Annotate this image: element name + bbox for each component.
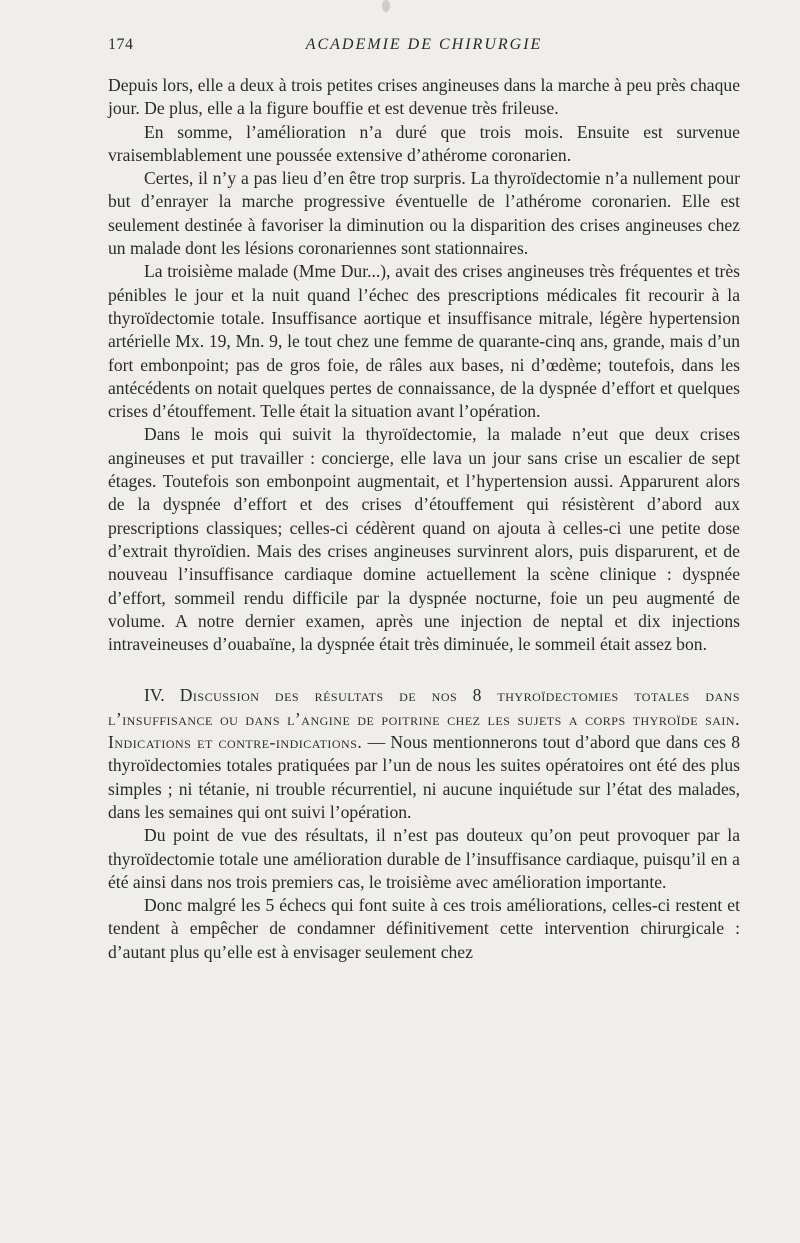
paragraph: Donc malgré les 5 échecs qui font suite à ces trois améliorations, celles-ci restent et tendent à empêcher de condamner définitivement cette intervention chirurgicale : d’autant plus qu’elle est à envisager seulement chez [108,895,740,962]
scan-artifact-dot [382,0,390,12]
paragraph: Certes, il n’y a pas lieu d’en être trop surpris. La thyroïdectomie n’a nullement pour but d’enrayer la marche progressive éventuelle de l’athérome coronarien. Elle est seulement destinée à favoriser la diminution ou la disparition des crises angineuses chez un malade dont les lésions coronariennes sont stationnaires. [108,168,740,259]
page-header [108,36,740,60]
paragraph: En somme, l’amélioration n’a duré que trois mois. Ensuite est survenue vraisemblablement une poussée extensive d’athérome coronarien. [108,121,740,165]
section-number: IV. [144,685,165,706]
body-text [108,74,740,964]
section-text: — Nous mentionnerons tout d’abord que dans ces 8 thyroïdectomies totales pratiquées par l’un de nous les suites opératoires ont été des plus simples ; ni tétanie, ni trouble récurrentiel, ni aucune inquiétude sur l’état des malades, dans les semaines qui ont suivi l’opération. [108,732,740,822]
paragraph: Dans le mois qui suivit la thyroïdectomie, la malade n’eut que deux crises angineuses et put travailler : concierge, elle lava un jour sans crise un escalier de sept étages. Toutefois son embonpoint augmentait, et l’hypertension aussi. Apparurent alors de la dyspnée d’effort et des crises d’étouffement qui résistèrent d’abord aux prescriptions classiques; celles-ci cédèrent quand on ajouta à celles-ci une petite dose d’extrait thyroïdien. Mais des crises angineuses survinrent alors, puis disparurent, et de nouveau l’insuffisance cardiaque domine actuellement la scène clinique : dyspnée d’effort, sommeil rendu difficile par la dyspnée nocturne, foie un peu augmenté de volume. A notre dernier examen, après une injection de neptal et dix injections intraveineuses d’ouabaïne, la dyspnée était très diminuée, le sommeil était assez bon. [108,424,740,655]
section-paragraph [108,684,740,824]
paragraph: La troisième malade (Mme Dur...), avait des crises angineuses très fréquentes et très pénibles le jour et la nuit quand l’échec des prescriptions médicales fit recourir à la thyroïdectomie totale. Insuffisance aortique et insuffisance mitrale, légère hypertension artérielle Mx. 19, Mn. 9, le tout chez une femme de quarante-cinq ans, grande, mais d’un fort embonpoint; pas de gros foie, de râles aux bases, ni d’œdème; toutefois, dans les antécédents on notait quelques pertes de connaissance, de la dyspnée d’effort et quelques crises d’étouffement. Telle était la situation avant l’opération. [108,261,740,422]
section-title: Discussion des résultats de nos 8 thyroïdectomies totales dans l’insuffisance ou dans l’angine de poitrine chez les sujets a corps thyroïde sain. Indications et contre-indications. [108,685,740,753]
running-head: ACADEMIE DE CHIRURGIE [305,36,543,53]
page-number: 174 [108,36,134,53]
paragraph: Depuis lors, elle a deux à trois petites crises angineuses dans la marche à peu près chaque jour. De plus, elle a la figure bouffie et est devenue très frileuse. [108,75,740,119]
paragraph: Du point de vue des résultats, il n’est pas douteux qu’on peut provoquer par la thyroïdectomie totale une amélioration durable de l’insuffisance cardiaque, puisqu’il en a été ainsi dans nos trois premiers cas, le troisième avec amélioration importante. [108,825,740,892]
